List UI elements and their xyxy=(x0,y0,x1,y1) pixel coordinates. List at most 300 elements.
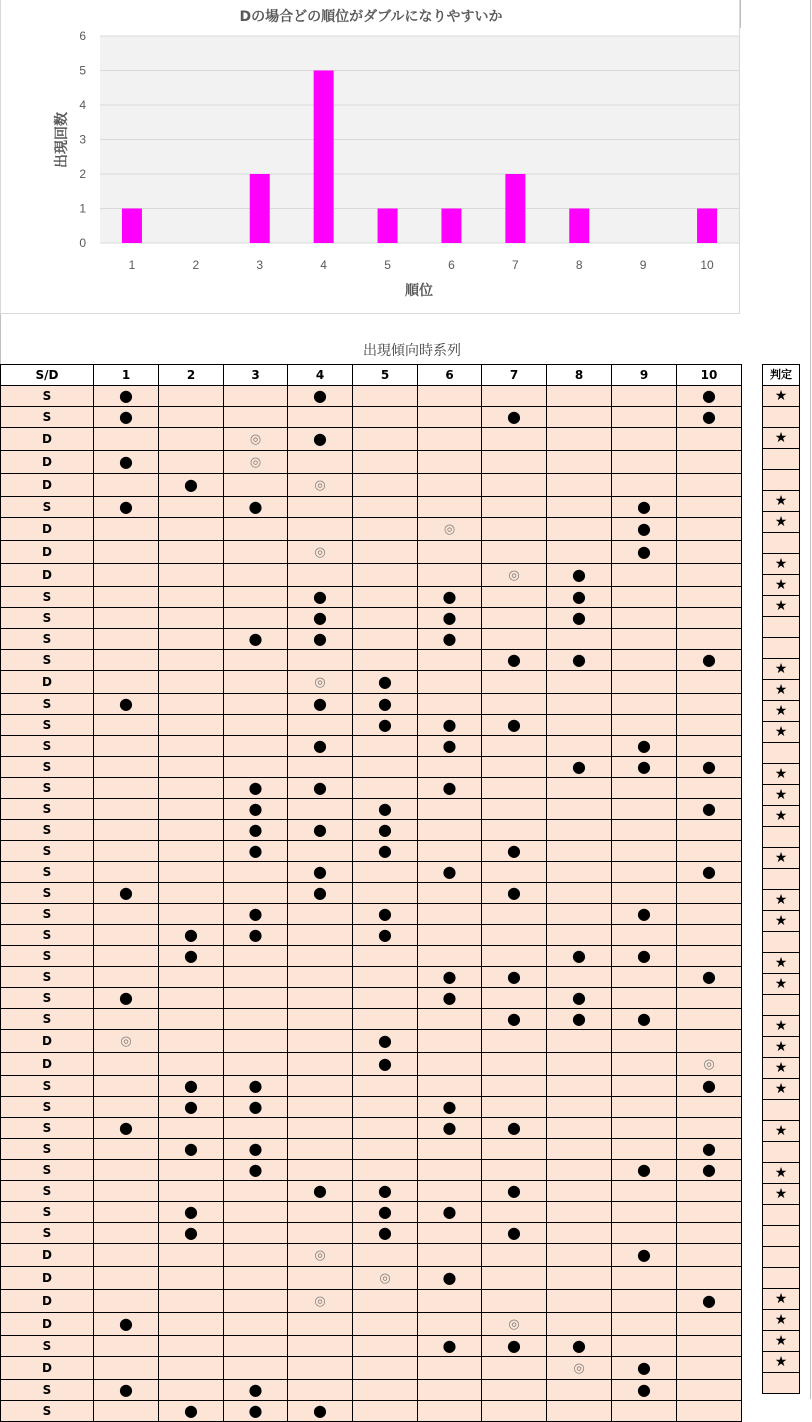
dot-mark: ● xyxy=(248,799,263,818)
table-row xyxy=(1,967,742,988)
rank-cell xyxy=(612,757,677,778)
dot-mark: ● xyxy=(313,736,327,755)
rank-cell xyxy=(224,904,288,925)
dot-mark: ● xyxy=(442,1268,457,1287)
dot-mark: ● xyxy=(184,1097,198,1116)
rank-cell xyxy=(224,1380,288,1401)
rank-cell xyxy=(547,428,612,451)
rank-cell xyxy=(547,650,612,671)
rank-cell xyxy=(159,1336,224,1357)
rank-cell xyxy=(353,1336,418,1357)
x-tick-label: 9 xyxy=(639,258,647,272)
rank-cell xyxy=(353,1290,418,1313)
table-row xyxy=(1,799,742,820)
rank-cell xyxy=(677,650,742,671)
judge-cell xyxy=(763,1247,800,1268)
judge-cell: ★ xyxy=(763,554,800,575)
rank-cell xyxy=(159,1118,224,1139)
sd-cell: S xyxy=(1,1380,94,1401)
judge-row xyxy=(763,470,800,491)
rank-cell xyxy=(547,608,612,629)
rank-cell xyxy=(612,1160,677,1181)
sd-cell: S xyxy=(1,608,94,629)
dot-mark: ● xyxy=(378,694,392,713)
dot-mark: ● xyxy=(572,1009,586,1028)
rank-cell xyxy=(418,883,482,904)
rank-cell xyxy=(353,1267,418,1290)
judge-cell: ★ xyxy=(763,1289,800,1310)
rank-cell xyxy=(677,671,742,694)
rank-cell xyxy=(159,629,224,650)
rank-cell xyxy=(159,564,224,587)
dot-mark: ● xyxy=(378,799,392,818)
rank-cell xyxy=(94,1290,159,1313)
rank-cell xyxy=(94,778,159,799)
judge-cell: ★ xyxy=(763,1016,800,1037)
rank-cell xyxy=(353,518,418,541)
x-tick-label: 6 xyxy=(448,258,455,272)
judge-cell: ★ xyxy=(763,890,800,911)
dot-mark: ● xyxy=(378,715,392,734)
dot-mark: ● xyxy=(184,1139,198,1158)
dot-mark: ● xyxy=(637,736,651,755)
rank-cell xyxy=(353,1160,418,1181)
rank-cell xyxy=(482,1290,547,1313)
rank-cell xyxy=(159,428,224,451)
rank-cell xyxy=(612,1009,677,1030)
rank-cell xyxy=(677,904,742,925)
table-row xyxy=(1,1313,742,1336)
rank-cell xyxy=(547,1244,612,1267)
rank-cell xyxy=(677,1336,742,1357)
rank-cell xyxy=(612,1336,677,1357)
rank-cell xyxy=(288,407,353,428)
rank-cell xyxy=(94,629,159,650)
rank-cell xyxy=(612,497,677,518)
rank-cell xyxy=(353,799,418,820)
double-circle-mark: ◎ xyxy=(314,545,326,560)
column-header: 3 xyxy=(224,365,288,386)
rank-cell xyxy=(418,650,482,671)
dot-mark: ● xyxy=(702,1076,716,1095)
judge-row xyxy=(763,1268,800,1289)
rank-cell xyxy=(288,1097,353,1118)
rank-cell xyxy=(94,650,159,671)
rank-cell xyxy=(418,608,482,629)
judge-cell: ★ xyxy=(763,386,800,407)
column-header: 1 xyxy=(94,365,159,386)
sd-cell: S xyxy=(1,1202,94,1223)
rank-cell xyxy=(612,1181,677,1202)
rank-cell xyxy=(677,736,742,757)
rank-cell xyxy=(547,1097,612,1118)
rank-cell xyxy=(418,904,482,925)
sd-cell: D xyxy=(1,1290,94,1313)
table-row xyxy=(1,671,742,694)
rank-cell xyxy=(288,541,353,564)
rank-cell xyxy=(482,1202,547,1223)
dot-mark: ● xyxy=(702,862,716,881)
rank-cell xyxy=(677,841,742,862)
judge-row xyxy=(763,386,800,407)
rank-cell xyxy=(418,1267,482,1290)
judge-cell: ★ xyxy=(763,785,800,806)
judge-row xyxy=(763,575,800,596)
sd-cell: S xyxy=(1,904,94,925)
rank-cell xyxy=(353,428,418,451)
judge-row xyxy=(763,1247,800,1268)
judge-cell: ★ xyxy=(763,911,800,932)
rank-cell xyxy=(288,1160,353,1181)
judge-row xyxy=(763,911,800,932)
rank-cell xyxy=(353,407,418,428)
judge-row xyxy=(763,743,800,764)
dot-mark: ● xyxy=(507,883,521,902)
table-row xyxy=(1,386,742,407)
judge-cell: ★ xyxy=(763,722,800,743)
dot-mark: ● xyxy=(637,1380,651,1399)
dot-mark: ● xyxy=(119,1380,133,1399)
rank-cell xyxy=(547,1118,612,1139)
sd-cell: D xyxy=(1,428,94,451)
table-row xyxy=(1,988,742,1009)
judge-cell: ★ xyxy=(763,848,800,869)
dot-mark: ● xyxy=(442,967,457,986)
dot-mark: ● xyxy=(184,946,198,965)
double-circle-mark: ◎ xyxy=(508,568,520,583)
rank-cell xyxy=(288,862,353,883)
table-row xyxy=(1,1223,742,1244)
rank-cell xyxy=(612,1313,677,1336)
rank-cell xyxy=(288,1313,353,1336)
judge-cell: ★ xyxy=(763,974,800,995)
rank-cell xyxy=(353,650,418,671)
rank-cell xyxy=(288,1223,353,1244)
rank-cell xyxy=(159,1267,224,1290)
dot-mark: ● xyxy=(507,650,521,669)
rank-cell xyxy=(612,715,677,736)
rank-cell xyxy=(224,1244,288,1267)
sd-cell: D xyxy=(1,1030,94,1053)
rank-cell xyxy=(159,474,224,497)
rank-cell xyxy=(677,694,742,715)
judge-cell: ★ xyxy=(763,428,800,449)
rank-cell xyxy=(353,629,418,650)
sd-cell: D xyxy=(1,1267,94,1290)
sd-cell: D xyxy=(1,671,94,694)
double-circle-mark: ◎ xyxy=(573,1361,585,1376)
rank-cell xyxy=(547,799,612,820)
rank-cell xyxy=(159,1380,224,1401)
rank-cell xyxy=(547,715,612,736)
rank-cell xyxy=(224,1336,288,1357)
rank-cell xyxy=(677,1290,742,1313)
sd-cell: S xyxy=(1,841,94,862)
rank-cell xyxy=(224,715,288,736)
rank-cell xyxy=(612,799,677,820)
rank-cell xyxy=(482,671,547,694)
rank-cell xyxy=(94,1244,159,1267)
rank-cell xyxy=(547,541,612,564)
rank-cell xyxy=(547,736,612,757)
dot-mark: ● xyxy=(313,608,327,627)
double-circle-mark: ◎ xyxy=(443,522,456,537)
rank-cell xyxy=(418,925,482,946)
rank-cell xyxy=(612,451,677,474)
sd-cell: S xyxy=(1,736,94,757)
rank-cell xyxy=(482,757,547,778)
dot-mark: ● xyxy=(572,650,586,669)
table-row xyxy=(1,1181,742,1202)
rank-cell xyxy=(288,564,353,587)
rank-cell xyxy=(94,1053,159,1076)
rank-cell xyxy=(612,386,677,407)
sd-cell: D xyxy=(1,541,94,564)
dot-mark: ● xyxy=(572,587,586,606)
sd-cell: S xyxy=(1,407,94,428)
rank-cell xyxy=(677,1267,742,1290)
rank-cell xyxy=(482,1336,547,1357)
judge-row xyxy=(763,1163,800,1184)
column-header: 4 xyxy=(288,365,353,386)
rank-cell xyxy=(677,451,742,474)
dot-mark: ● xyxy=(248,1097,263,1116)
sd-cell: S xyxy=(1,650,94,671)
table-row xyxy=(1,587,742,608)
rank-cell xyxy=(94,694,159,715)
bar-chart xyxy=(1,0,741,314)
sd-cell: S xyxy=(1,629,94,650)
judge-cell: ★ xyxy=(763,1121,800,1142)
rank-cell xyxy=(482,1223,547,1244)
judge-row xyxy=(763,1226,800,1247)
sd-cell: D xyxy=(1,1313,94,1336)
rank-cell xyxy=(224,799,288,820)
rank-cell xyxy=(547,1030,612,1053)
rank-cell xyxy=(418,671,482,694)
table-row xyxy=(1,650,742,671)
rank-cell xyxy=(418,1053,482,1076)
rank-cell xyxy=(418,778,482,799)
dot-mark: ● xyxy=(313,629,327,648)
rank-cell xyxy=(94,587,159,608)
table-row xyxy=(1,1336,742,1357)
rank-cell xyxy=(482,587,547,608)
rank-cell xyxy=(677,820,742,841)
dot-mark: ● xyxy=(702,967,716,986)
judge-row xyxy=(763,1100,800,1121)
rank-cell xyxy=(288,925,353,946)
rank-cell xyxy=(418,518,482,541)
rank-cell xyxy=(288,883,353,904)
rank-cell xyxy=(677,988,742,1009)
rank-cell xyxy=(677,1076,742,1097)
rank-cell xyxy=(418,862,482,883)
rank-cell xyxy=(612,671,677,694)
sd-cell: S xyxy=(1,1097,94,1118)
table-row xyxy=(1,736,742,757)
rank-cell xyxy=(159,1076,224,1097)
rank-cell xyxy=(677,1118,742,1139)
rank-cell xyxy=(612,518,677,541)
judge-cell xyxy=(763,1226,800,1247)
rank-cell xyxy=(159,650,224,671)
sd-cell: S xyxy=(1,925,94,946)
bar xyxy=(441,209,461,244)
dot-mark: ● xyxy=(313,883,327,902)
rank-cell xyxy=(677,407,742,428)
rank-cell xyxy=(547,451,612,474)
rank-cell xyxy=(159,694,224,715)
rank-cell xyxy=(677,946,742,967)
rank-cell xyxy=(224,1181,288,1202)
dot-mark: ● xyxy=(507,1181,521,1200)
x-tick-label: 8 xyxy=(575,258,583,272)
rank-cell xyxy=(224,1118,288,1139)
judge-cell: ★ xyxy=(763,1037,800,1058)
dot-mark: ● xyxy=(572,565,586,584)
rank-cell xyxy=(288,694,353,715)
rank-cell xyxy=(224,1401,288,1422)
rank-cell xyxy=(418,820,482,841)
rank-cell xyxy=(353,1223,418,1244)
rank-cell xyxy=(353,1076,418,1097)
rank-cell xyxy=(677,629,742,650)
column-header: 5 xyxy=(353,365,418,386)
rank-cell xyxy=(94,497,159,518)
rank-cell xyxy=(677,925,742,946)
judge-row xyxy=(763,722,800,743)
rank-cell xyxy=(159,904,224,925)
judge-row xyxy=(763,890,800,911)
table-row xyxy=(1,757,742,778)
rank-cell xyxy=(94,757,159,778)
rank-cell xyxy=(288,451,353,474)
rank-cell xyxy=(353,736,418,757)
x-tick-label: 4 xyxy=(320,258,327,272)
dot-mark: ● xyxy=(442,629,457,648)
dot-mark: ● xyxy=(378,1031,392,1050)
sd-cell: S xyxy=(1,862,94,883)
judge-header: 判定 xyxy=(763,365,800,386)
table-row xyxy=(1,428,742,451)
rank-cell xyxy=(353,694,418,715)
judge-cell: ★ xyxy=(763,575,800,596)
rank-cell xyxy=(482,1357,547,1380)
sd-cell: S xyxy=(1,778,94,799)
rank-cell xyxy=(482,1401,547,1422)
table-row xyxy=(1,715,742,736)
rank-cell xyxy=(677,1380,742,1401)
rank-cell xyxy=(353,841,418,862)
rank-cell xyxy=(482,1009,547,1030)
rank-cell xyxy=(677,541,742,564)
judge-cell: ★ xyxy=(763,806,800,827)
rank-cell xyxy=(482,988,547,1009)
rank-cell xyxy=(547,1290,612,1313)
sd-cell: S xyxy=(1,1336,94,1357)
sd-cell: S xyxy=(1,1223,94,1244)
dot-mark: ● xyxy=(313,587,327,606)
rank-cell xyxy=(418,757,482,778)
rank-cell xyxy=(547,1313,612,1336)
rank-cell xyxy=(482,967,547,988)
rank-cell xyxy=(482,1097,547,1118)
rank-cell xyxy=(353,564,418,587)
rank-cell xyxy=(288,1380,353,1401)
sd-cell: S xyxy=(1,1076,94,1097)
rank-cell xyxy=(612,967,677,988)
dot-mark: ● xyxy=(442,862,457,881)
rank-cell xyxy=(418,1009,482,1030)
dot-mark: ● xyxy=(637,519,651,538)
dot-mark: ● xyxy=(637,904,651,923)
rank-cell xyxy=(159,1160,224,1181)
rank-cell xyxy=(159,407,224,428)
rank-cell xyxy=(224,407,288,428)
rank-cell xyxy=(159,541,224,564)
rank-cell xyxy=(677,1160,742,1181)
rank-cell xyxy=(418,474,482,497)
rank-cell xyxy=(159,451,224,474)
judge-row xyxy=(763,1289,800,1310)
rank-cell xyxy=(288,841,353,862)
rank-cell xyxy=(418,564,482,587)
dot-mark: ● xyxy=(248,841,263,860)
rank-cell xyxy=(159,608,224,629)
judge-cell xyxy=(763,995,800,1016)
dot-mark: ● xyxy=(378,1202,392,1221)
rank-cell xyxy=(224,587,288,608)
rank-cell xyxy=(677,497,742,518)
rank-cell xyxy=(224,1223,288,1244)
rank-cell xyxy=(224,778,288,799)
rank-cell xyxy=(612,629,677,650)
rank-cell xyxy=(94,1097,159,1118)
rank-cell xyxy=(677,883,742,904)
judge-cell xyxy=(763,869,800,890)
rank-cell xyxy=(353,967,418,988)
rank-cell xyxy=(94,883,159,904)
rank-cell xyxy=(94,671,159,694)
rank-cell xyxy=(547,564,612,587)
dot-mark: ● xyxy=(378,904,392,923)
x-tick-label: 10 xyxy=(700,258,714,272)
dot-mark: ● xyxy=(119,883,133,902)
rank-cell xyxy=(482,650,547,671)
dot-mark: ● xyxy=(378,1223,392,1242)
rank-cell xyxy=(418,587,482,608)
rank-cell xyxy=(159,799,224,820)
judge-cell xyxy=(763,1205,800,1226)
double-circle-mark: ◎ xyxy=(314,1294,326,1309)
judge-row xyxy=(763,974,800,995)
sd-cell: S xyxy=(1,1160,94,1181)
rank-cell xyxy=(159,1053,224,1076)
sd-cell: S xyxy=(1,988,94,1009)
dot-mark: ● xyxy=(637,946,651,965)
rank-cell xyxy=(547,925,612,946)
rank-cell xyxy=(224,608,288,629)
x-tick-label: 2 xyxy=(192,258,200,272)
rank-cell xyxy=(288,1202,353,1223)
rank-cell xyxy=(482,946,547,967)
rank-cell xyxy=(288,1139,353,1160)
table-row xyxy=(1,1009,742,1030)
rank-cell xyxy=(159,1139,224,1160)
dot-mark: ● xyxy=(702,757,716,776)
judge-cell xyxy=(763,1100,800,1121)
